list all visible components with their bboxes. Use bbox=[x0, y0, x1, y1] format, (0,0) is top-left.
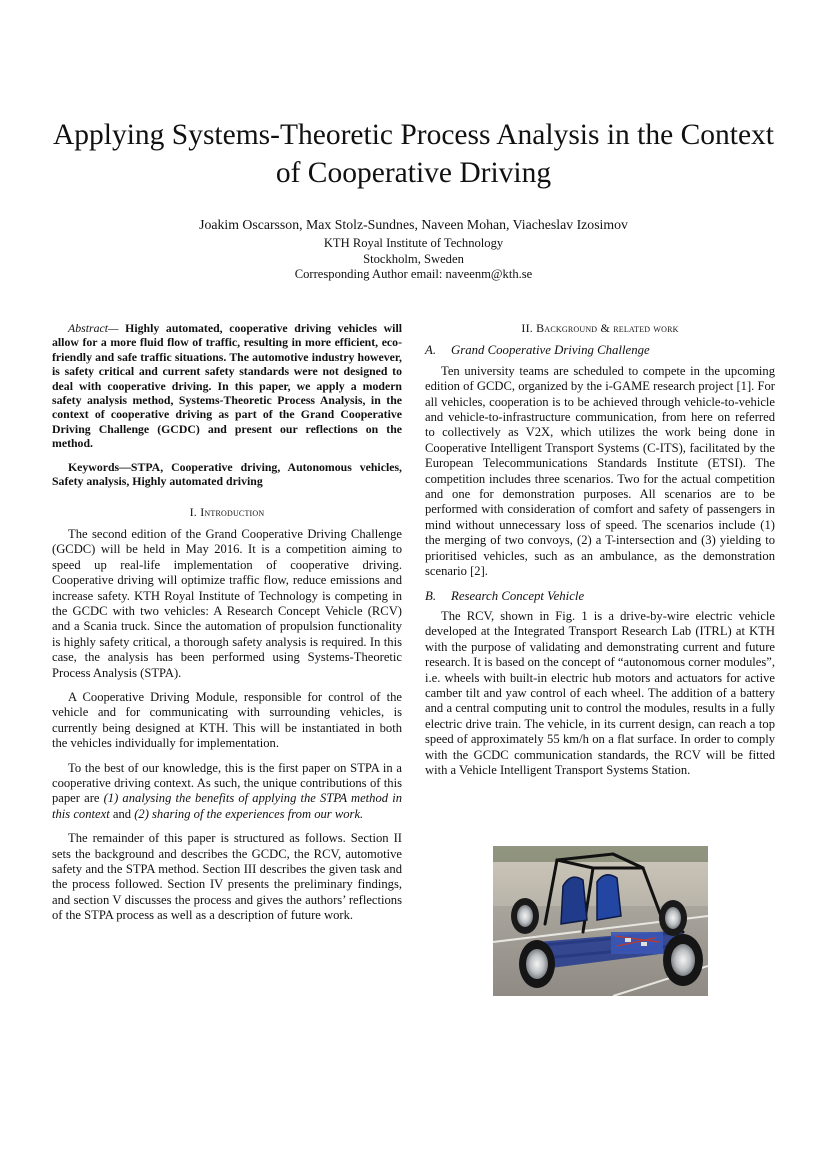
location: Stockholm, Sweden bbox=[363, 251, 464, 266]
abstract-label: Abstract— bbox=[68, 321, 119, 335]
vehicle-illustration bbox=[493, 846, 708, 996]
abstract bbox=[52, 321, 402, 451]
institution: KTH Royal Institute of Technology bbox=[323, 236, 504, 250]
subsection-title-gcdc: Grand Cooperative Driving Challenge bbox=[451, 343, 650, 358]
subsection-heading-gcdc bbox=[425, 343, 775, 358]
abstract-text: Highly automated, cooperative driving vehicles will allow for a more fluid flow of traffic, resulting in more efficient, eco-friendly and safe traffic situations. The automotive industry however, is safety critical and current safety standards were not designed to deal with cooperative driving. In this paper, we apply a modern safety analysis method, Systems-Theoretic Process Analysis, in the context of cooperative driving as part of the Grand Cooperative Driving Challenge (GCDC) and present our reflections on the method. bbox=[52, 321, 403, 451]
rcv-photo bbox=[493, 846, 708, 996]
rcv-paragraph: The RCV, shown in Fig. 1 is a drive-by-wire electric vehicle developed at the Integrated Transport Research Lab (ITRL) at KTH with the purpose of validating and demonstrating current and future research. It is based on the concept of “autonomous corner modules”, i.e. wheels with built-in electric hub motors and actuators for active camber tilt and yaw control of each wheel. The addition of a battery and a central computing unit to control the modules, results in a fully electric drive train. The vehicle, in its current design, can reach a top speed of approximately 55 km/h on a flat surface. In order to comply with the GCDC communication standards, the RCV will be fitted with a Vehicle Intelligent Transport Systems Station. bbox=[425, 608, 775, 777]
section-heading-background: II. Background & related work bbox=[521, 321, 679, 335]
right-column bbox=[425, 321, 775, 778]
left-column bbox=[52, 321, 402, 924]
subsection-heading-rcv bbox=[425, 589, 775, 604]
wheel-front-right bbox=[663, 934, 703, 986]
subsection-letter-b: B. bbox=[425, 588, 437, 603]
intro-paragraph-4: The remainder of this paper is structured as follows. Section II sets the background and describes the GCDC, the RCV, automotive safety and the STPA method. Section III describes the given task and the process followed. Section IV presents the preliminary findings, and section V discusses the process and gives the authors’ reflections of the STPA process as well as a description of future work. bbox=[52, 831, 402, 923]
subsection-letter-a: A. bbox=[425, 343, 437, 358]
author-list: Joakim Oscarsson, Max Stolz-Sundnes, Naveen Mohan, Viacheslav Izosimov bbox=[199, 217, 628, 232]
subsection-title-rcv: Research Concept Vehicle bbox=[451, 588, 585, 603]
keywords: Keywords—STPA, Cooperative driving, Autonomous vehicles, Safety analysis, Highly automated driving bbox=[52, 459, 402, 489]
wheel-front-left bbox=[519, 940, 555, 988]
intro-paragraph-2: A Cooperative Driving Module, responsible for control of the vehicle and for communicating with surrounding vehicles, is currently being designed at KTH. This will be instantiated in both the vehicles individually for implementation. bbox=[52, 689, 402, 751]
affiliation-block bbox=[40, 236, 787, 283]
gcdc-paragraph: Ten university teams are scheduled to compete in the upcoming edition of GCDC, organized by the i-GAME research project [1]. For all vehicles, cooperation is to be achieved through vehicle-to-vehicle and vehicle-to-infrastructure communication, from here on referred to collectively as V2X, which utilizes the work being done in Cooperative Intelligent Transport Systems (C-ITS), facilitated by the European Telecommunications Standards Institute (ETSI). The competition includes three scenarios. Two for the actual competition and one for demonstration purposes. All scenarios are to be performed with consideration of comfort and safety of passengers in mind without unnecessary loss of speed. The scenarios include (1) the merging of two convoys, (2) a T-intersection and (3) yielding to prioritised vehicles, such as an ambulance, as the demonstration scenario [2]. bbox=[425, 363, 775, 579]
intro-p3-text-a: To the best of our knowledge, this is the first paper on STPA in a cooperative driving context. As such, the unique contributions of this paper are bbox=[52, 760, 402, 806]
intro-paragraph-3 bbox=[52, 761, 402, 823]
intro-p3-text-b: and bbox=[109, 806, 135, 821]
contribution-1: (1) analysing the benefits of applying the STPA method in this context bbox=[52, 791, 402, 821]
wheel-rear-right bbox=[659, 900, 687, 936]
intro-paragraph-1: The second edition of the Grand Cooperative Driving Challenge (GCDC) will be held in May 2016. It is a competition aiming to speed up real-life implementation of cooperative driving. Cooperative driving will optimize traffic flow, reduce emissions and increase safety. KTH Royal Institute of Technology is competing in the GCDC with two vehicles: A Research Concept Vehicle (RCV) and a Scania truck. Since the automation of propulsion functionality is highly safety critical, a thorough safety analysis is required. In this case, the analysis has been performed using Systems-Theoretic Process Analysis (STPA). bbox=[52, 526, 402, 680]
contribution-2: (2) sharing of the experiences from our work. bbox=[134, 806, 364, 821]
paper-title: Applying Systems-Theoretic Process Analysis in the Context of Cooperative Driving bbox=[52, 119, 775, 189]
contact-email: Corresponding Author email: naveenm@kth.se bbox=[294, 267, 533, 281]
section-heading-introduction: I. Introduction bbox=[189, 505, 265, 520]
wheel-rear-left bbox=[511, 898, 539, 934]
